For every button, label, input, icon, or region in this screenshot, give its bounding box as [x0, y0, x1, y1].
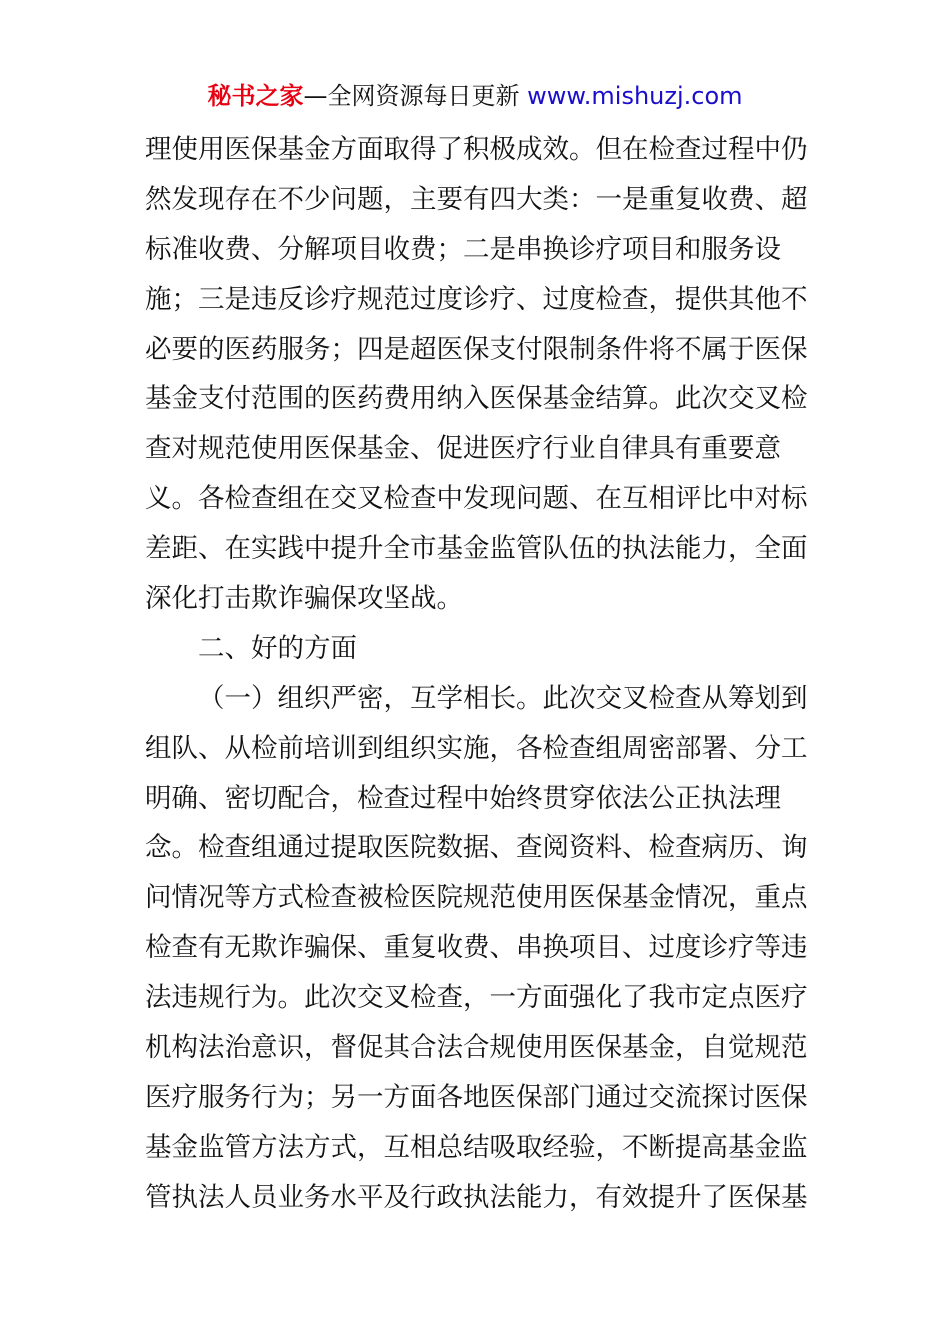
text-line: 然发现存在不少问题，主要有四大类：一是重复收费、超 [145, 183, 808, 215]
text-line: 理使用医保基金方面取得了积极成效。但在检查过程中仍 [145, 134, 808, 165]
subsection-heading-line: （一）组织严密，互学相长。此次交叉检查从筹划到 [198, 682, 808, 714]
text-line: 基金支付范围的医药费用纳入医保基金结算。此次交叉检 [145, 383, 808, 415]
document-body [145, 125, 815, 1223]
text-line: 基金监管方法方式，互相总结吸取经验，不断提高基金监 [145, 1131, 808, 1163]
text-line: 管执法人员业务水平及行政执法能力，有效提升了医保基 [145, 1181, 808, 1213]
text-line: 差距、在实践中提升全市基金监管队伍的执法能力，全面 [145, 533, 808, 565]
site-header [0, 80, 950, 112]
text-line: 明确、密切配合，检查过程中始终贯穿依法公正执法理 [145, 782, 781, 814]
text-line: 组队、从检前培训到组织实施，各检查组周密部署、分工 [145, 732, 808, 764]
text-line: 必要的医药服务；四是超医保支付限制条件将不属于医保 [145, 333, 808, 365]
site-url-link[interactable]: www.mishuzj.com [527, 82, 743, 110]
text-line: 问情况等方式检查被检医院规范使用医保基金情况，重点 [145, 882, 808, 914]
text-line: 检查有无欺诈骗保、重复收费、串换项目、过度诊疗等违 [145, 932, 808, 964]
text-line: 义。各检查组在交叉检查中发现问题、在互相评比中对标 [145, 483, 808, 515]
brand-name: 秘书之家 [207, 82, 304, 110]
text-line: 医疗服务行为；另一方面各地医保部门通过交流探讨医保 [145, 1081, 808, 1113]
text-line: 念。检查组通过提取医院数据、查阅资料、检查病历、询 [145, 832, 808, 864]
text-line: 标准收费、分解项目收费；二是串换诊疗项目和服务设 [145, 233, 781, 265]
text-line: 深化打击欺诈骗保攻坚战。 [145, 583, 463, 615]
text-line: 查对规范使用医保基金、促进医疗行业自律具有重要意 [145, 433, 781, 465]
section-heading: 二、好的方面 [198, 632, 357, 664]
text-line: 法违规行为。此次交叉检查，一方面强化了我市定点医疗 [145, 982, 808, 1014]
text-line: 施；三是违反诊疗规范过度诊疗、过度检查，提供其他不 [145, 283, 808, 315]
header-tagline: —全网资源每日更新 [303, 82, 520, 110]
text-line: 机构法治意识，督促其合法合规使用医保基金，自觉规范 [145, 1032, 808, 1064]
